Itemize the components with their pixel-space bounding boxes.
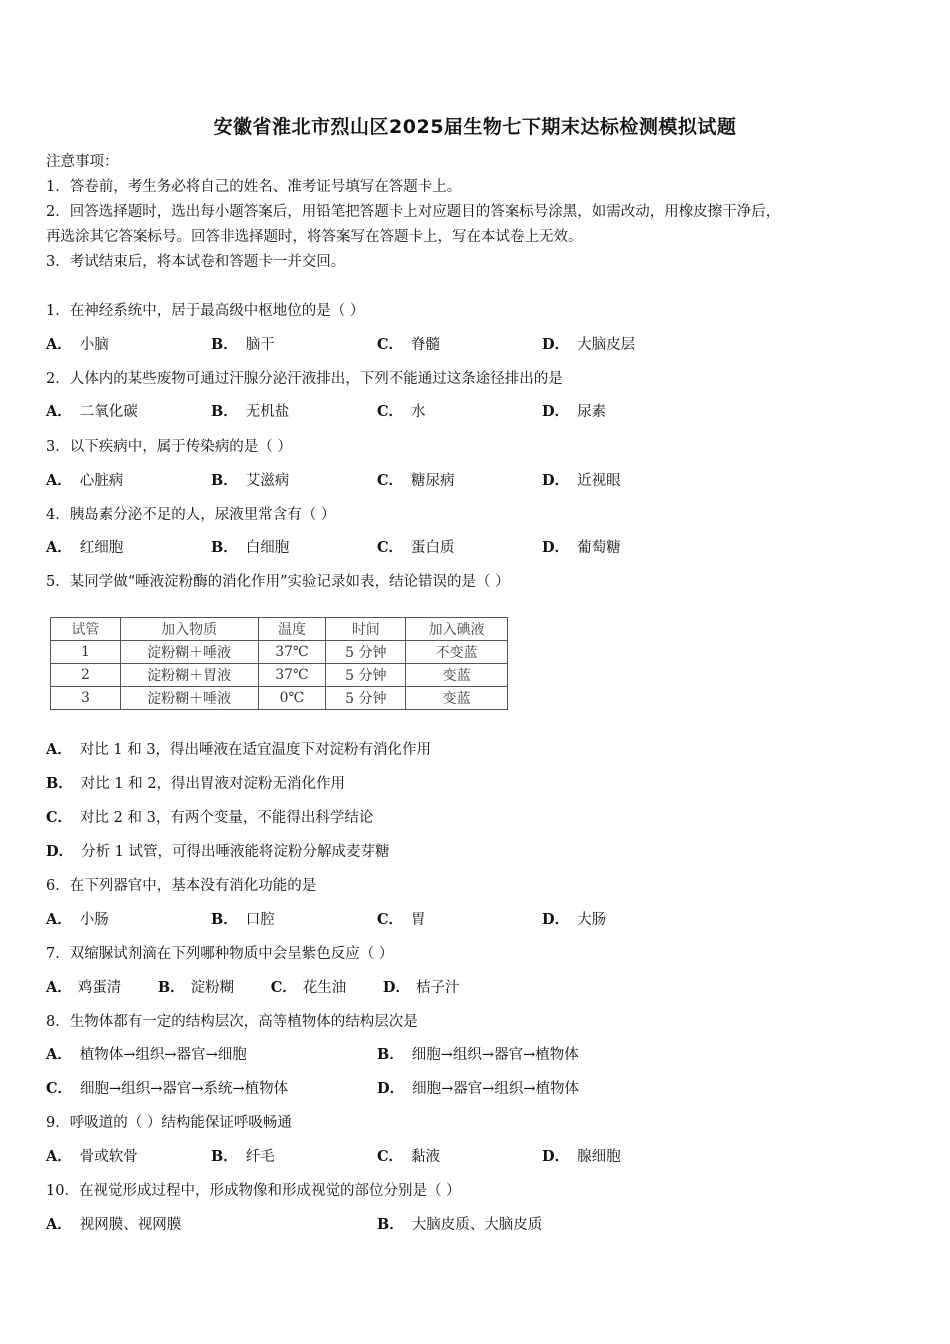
question-stem: 7．双缩脲试剂滴在下列哪种物质中会呈紫色反应（ ） <box>46 946 394 962</box>
table-cell: 变蓝 <box>406 687 508 710</box>
table-cell: 37℃ <box>258 641 326 664</box>
option-b: B． 艾滋病 <box>211 472 290 489</box>
option-b: B． 白细胞 <box>211 539 290 556</box>
table-header-cell: 加入物质 <box>120 618 258 641</box>
option-c: C． 花生油 <box>270 979 347 996</box>
table-cell: 5 分钟 <box>326 687 406 710</box>
notice-item: 2．回答选择题时，选出每小题答案后，用铅笔把答题卡上对应题目的答案标号涂黑，如需改动，用橡皮擦干净后， <box>46 204 781 220</box>
exam-title: 安徽省淮北市烈山区2025届生物七下期末达标检测模拟试题 <box>213 116 737 138</box>
option-a: A． 小脑 <box>46 336 109 353</box>
option-d: D． 分析 1 试管，可得出唾液能将淀粉分解成麦芽糖 <box>46 843 390 860</box>
option-a: A． 二氧化碳 <box>46 403 138 420</box>
option-d: D． 桔子汁 <box>382 979 460 996</box>
option-a: A． 红细胞 <box>46 539 124 556</box>
option-c: C． 蛋白质 <box>377 539 455 556</box>
table-cell: 1 <box>51 641 121 664</box>
option-d: D． 细胞→器官→组织→植物体 <box>377 1080 580 1097</box>
table-row <box>51 641 508 664</box>
option-d: D． 尿素 <box>542 403 607 420</box>
option-a: A． 小肠 <box>46 911 109 928</box>
notice-section <box>46 150 906 275</box>
question-stem: 3．以下疾病中，属于传染病的是（ ） <box>46 439 292 455</box>
option-b: B． 纤毛 <box>211 1148 275 1165</box>
table-row <box>51 664 508 687</box>
option-c: C． 水 <box>377 403 426 420</box>
table-cell: 5 分钟 <box>326 664 406 687</box>
table-header-cell: 时间 <box>326 618 406 641</box>
table-header-cell: 试管 <box>51 618 121 641</box>
experiment-table <box>50 617 508 710</box>
option-b: B． 脑干 <box>211 336 275 353</box>
table-header-cell: 温度 <box>258 618 326 641</box>
table-cell: 37℃ <box>258 664 326 687</box>
question-options <box>46 978 491 998</box>
option-c: C． 胃 <box>377 911 426 928</box>
option-b: B． 无机盐 <box>211 403 290 420</box>
table-cell: 0℃ <box>258 687 326 710</box>
option-a: A． 心脏病 <box>46 472 124 489</box>
option-d: D． 腺细胞 <box>542 1148 621 1165</box>
question-stem: 2．人体内的某些废物可通过汗腺分泌汗液排出，下列不能通过这条途径排出的是 <box>46 371 563 387</box>
option-d: D． 近视眼 <box>542 472 621 489</box>
option-d: D． 葡萄糖 <box>542 539 621 556</box>
option-a: A． 对比 1 和 3，得出唾液在适宜温度下对淀粉有消化作用 <box>46 741 432 758</box>
table-row <box>51 687 508 710</box>
option-d: D． 大肠 <box>542 911 607 928</box>
question-stem: 10．在视觉形成过程中，形成物像和形成视觉的部位分别是（ ） <box>46 1183 461 1199</box>
table-header-row <box>51 618 508 641</box>
option-b: B． 细胞→组织→器官→植物体 <box>377 1046 579 1063</box>
table-cell: 淀粉糊＋唾液 <box>120 687 258 710</box>
question-stem: 5．某同学做“唾液淀粉酶的消化作用”实验记录如表，结论错误的是（ ） <box>46 574 510 590</box>
option-a: A． 视网膜、视网膜 <box>46 1216 182 1233</box>
option-a: A． 植物体→组织→器官→细胞 <box>46 1046 247 1063</box>
question-stem: 1．在神经系统中，居于最高级中枢地位的是（ ） <box>46 303 365 319</box>
notice-item: 再选涂其它答案标号。回答非选择题时，将答案写在答题卡上，写在本试卷上无效。 <box>46 229 583 245</box>
table-cell: 5 分钟 <box>326 641 406 664</box>
table-cell: 不变蓝 <box>406 641 508 664</box>
question-stem: 6．在下列器官中，基本没有消化功能的是 <box>46 878 317 894</box>
notice-item: 1．答卷前，考生务必将自己的姓名、准考证号填写在答题卡上。 <box>46 179 462 195</box>
question-stem: 9．呼吸道的（ ）结构能保证呼吸畅通 <box>46 1115 292 1131</box>
table-cell: 2 <box>51 664 121 687</box>
option-d: D． 大脑皮层 <box>542 336 636 353</box>
question-stem: 4．胰岛素分泌不足的人，尿液里常含有（ ） <box>46 507 336 523</box>
option-b: B． 大脑皮质、大脑皮质 <box>377 1216 543 1233</box>
table-cell: 淀粉糊＋唾液 <box>120 641 258 664</box>
notice-heading: 注意事项： <box>46 154 119 170</box>
option-b: B． 对比 1 和 2，得出胃液对淀粉无消化作用 <box>46 775 346 792</box>
question-stem: 8．生物体都有一定的结构层次，高等植物体的结构层次是 <box>46 1014 418 1030</box>
option-c: C． 糖尿病 <box>377 472 455 489</box>
option-a: A． 骨或软骨 <box>46 1148 138 1165</box>
table-cell: 3 <box>51 687 121 710</box>
table-cell: 淀粉糊＋胃液 <box>120 664 258 687</box>
option-b: B． 口腔 <box>211 911 275 928</box>
option-c: C． 细胞→组织→器官→系统→植物体 <box>46 1080 289 1097</box>
table-cell: 变蓝 <box>406 664 508 687</box>
table-header-cell: 加入碘液 <box>406 618 508 641</box>
option-c: C． 黏液 <box>377 1148 441 1165</box>
option-c: C． 脊髓 <box>377 336 441 353</box>
option-c: C． 对比 2 和 3，有两个变量，不能得出科学结论 <box>46 809 374 826</box>
notice-item: 3．考试结束后，将本试卷和答题卡一并交回。 <box>46 254 346 270</box>
option-b: B． 淀粉糊 <box>157 979 235 996</box>
option-a: A． 鸡蛋清 <box>46 979 122 996</box>
